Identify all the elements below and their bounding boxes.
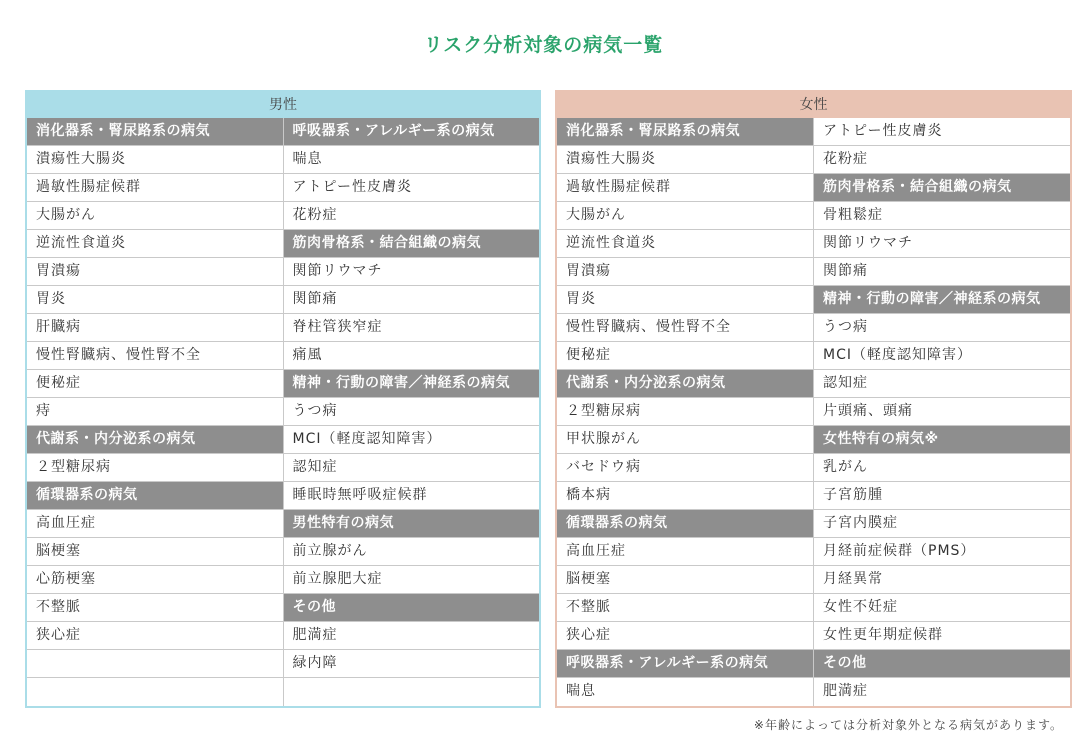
male-grid (27, 118, 539, 706)
category-header: 呼吸器系・アレルギー系の病気 (557, 650, 813, 678)
disease-item: 女性不妊症 (814, 594, 1070, 622)
disease-item: うつ病 (284, 398, 540, 426)
category-header: その他 (814, 650, 1070, 678)
disease-item: 関節痛 (814, 258, 1070, 286)
male-column-right (283, 118, 540, 706)
category-header: 消化器系・腎尿路系の病気 (27, 118, 283, 146)
disease-item: 肥満症 (823, 683, 868, 699)
page-title: リスク分析対象の病気一覧 (423, 34, 664, 56)
disease-item: アトピー性皮膚炎 (284, 174, 540, 202)
disease-item: バセドウ病 (557, 454, 813, 482)
category-header: 循環器系の病気 (27, 482, 283, 510)
category-header: 代謝系・内分泌系の病気 (27, 426, 283, 454)
disease-item: 認知症 (814, 370, 1070, 398)
disease-item: 慢性腎臓病、慢性腎不全 (557, 314, 813, 342)
disease-item: 大腸がん (27, 202, 283, 230)
female-grid (557, 118, 1070, 706)
disease-item: 狭心症 (27, 622, 283, 650)
disease-item: 大腸がん (557, 202, 813, 230)
footnote: ※年齢によっては分析対象外となる病気があります。 (753, 718, 1063, 732)
female-table (555, 90, 1072, 708)
disease-item: 乳がん (814, 454, 1070, 482)
disease-item: 喘息 (566, 683, 596, 699)
disease-item: 胃炎 (557, 286, 813, 314)
category-header: 呼吸器系・アレルギー系の病気 (284, 118, 540, 146)
disease-item: 心筋梗塞 (27, 566, 283, 594)
disease-item: 骨粗鬆症 (814, 202, 1070, 230)
disease-item: 花粉症 (284, 202, 540, 230)
disease-item: 片頭痛、頭痛 (814, 398, 1070, 426)
disease-item: 不整脈 (27, 594, 283, 622)
disease-item: うつ病 (814, 314, 1070, 342)
category-header: 筋肉骨格系・結合組織の病気 (284, 230, 540, 258)
disease-item: 関節痛 (284, 286, 540, 314)
disease-item: 脳梗塞 (557, 566, 813, 594)
disease-item: 肥満症 (284, 622, 540, 650)
disease-item: 過敏性腸症候群 (557, 174, 813, 202)
disease-item: MCI（軽度認知障害） (284, 426, 540, 454)
disease-item: 緑内障 (284, 650, 540, 678)
disease-item: MCI（軽度認知障害） (814, 342, 1070, 370)
disease-item: 痛風 (284, 342, 540, 370)
empty-cell (284, 678, 540, 706)
female-column-left (557, 118, 813, 706)
disease-item: 高血圧症 (27, 510, 283, 538)
disease-item: 認知症 (284, 454, 540, 482)
disease-item: 過敏性腸症候群 (27, 174, 283, 202)
disease-item: 逆流性食道炎 (557, 230, 813, 258)
disease-item: 便秘症 (557, 342, 813, 370)
disease-item: 橋本病 (557, 482, 813, 510)
disease-item: 子宮筋腫 (814, 482, 1070, 510)
disease-item: 女性更年期症候群 (814, 622, 1070, 650)
female-header: 女性 (557, 92, 1070, 118)
category-header: 循環器系の病気 (557, 510, 813, 538)
disease-item: 関節リウマチ (284, 258, 540, 286)
disease-item: 肝臓病 (27, 314, 283, 342)
disease-item: 高血圧症 (557, 538, 813, 566)
category-header: 代謝系・内分泌系の病気 (557, 370, 813, 398)
disease-item: 関節リウマチ (814, 230, 1070, 258)
category-header: 男性特有の病気 (284, 510, 540, 538)
empty-cell (27, 650, 283, 678)
disease-item: 胃炎 (27, 286, 283, 314)
category-header: その他 (284, 594, 540, 622)
disease-item: 月経異常 (814, 566, 1070, 594)
disease-item: 喘息 (284, 146, 540, 174)
disease-item: 痔 (27, 398, 283, 426)
category-header: 筋肉骨格系・結合組織の病気 (814, 174, 1070, 202)
disease-item: 月経前症候群（PMS） (814, 538, 1070, 566)
disease-item: ２型糖尿病 (557, 398, 813, 426)
disease-item: 便秘症 (27, 370, 283, 398)
disease-item: 潰瘍性大腸炎 (27, 146, 283, 174)
empty-cell (27, 678, 283, 706)
disease-item: 胃潰瘍 (27, 258, 283, 286)
disease-item: 脳梗塞 (27, 538, 283, 566)
disease-item: 前立腺がん (284, 538, 540, 566)
disease-item: 前立腺肥大症 (284, 566, 540, 594)
female-column-right (813, 118, 1070, 706)
disease-item: 睡眠時無呼吸症候群 (284, 482, 540, 510)
disease-item: 胃潰瘍 (557, 258, 813, 286)
category-header: 精神・行動の障害／神経系の病気 (814, 286, 1070, 314)
disease-item: 狭心症 (557, 622, 813, 650)
disease-item: 花粉症 (814, 146, 1070, 174)
disease-item: 不整脈 (557, 594, 813, 622)
disease-item: 子宮内膜症 (814, 510, 1070, 538)
male-header: 男性 (27, 92, 539, 118)
disease-item: 潰瘍性大腸炎 (557, 146, 813, 174)
disease-item: アトピー性皮膚炎 (814, 118, 1070, 146)
disease-item: 逆流性食道炎 (27, 230, 283, 258)
category-header: 消化器系・腎尿路系の病気 (557, 118, 813, 146)
category-header: 精神・行動の障害／神経系の病気 (284, 370, 540, 398)
category-header: 女性特有の病気※ (814, 426, 1070, 454)
disease-item: ２型糖尿病 (27, 454, 283, 482)
disease-item: 脊柱管狭窄症 (284, 314, 540, 342)
male-table (25, 90, 541, 708)
male-column-left (27, 118, 283, 706)
disease-item: 甲状腺がん (557, 426, 813, 454)
disease-item: 慢性腎臓病、慢性腎不全 (27, 342, 283, 370)
